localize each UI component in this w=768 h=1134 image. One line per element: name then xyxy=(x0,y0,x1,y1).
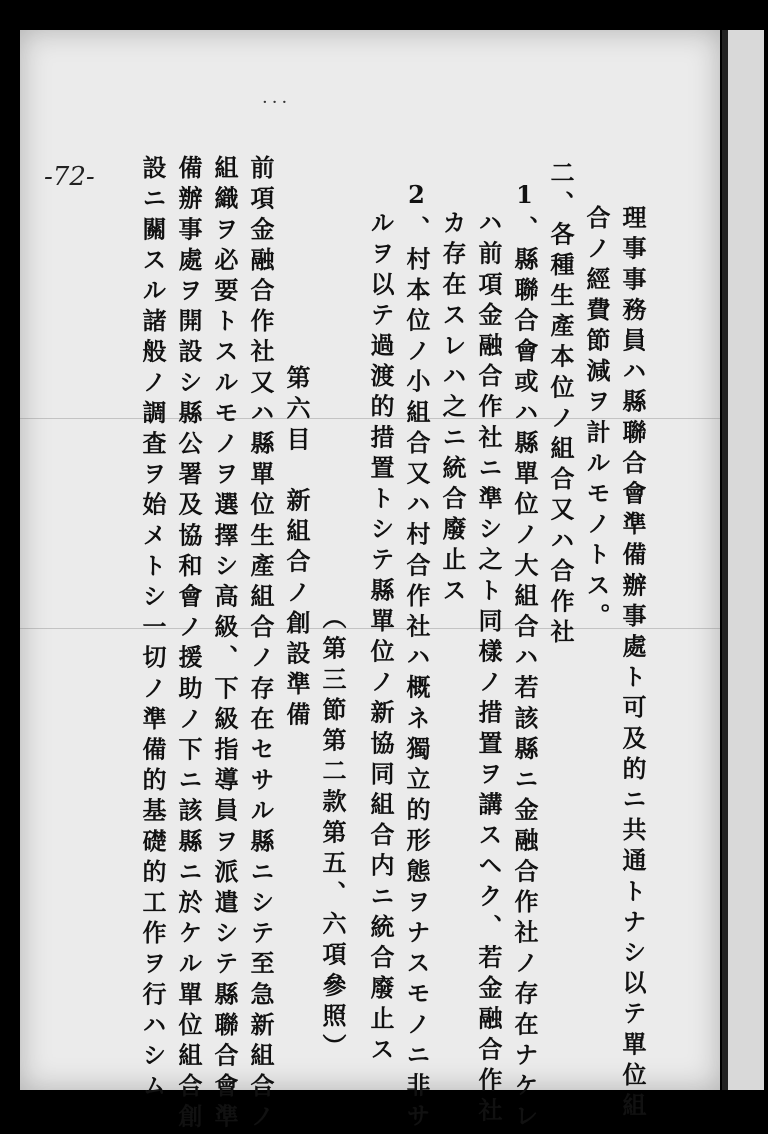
ink-specks: ··· xyxy=(262,92,292,113)
text-column-14: 設ニ關スル諸般ノ調査ヲ始メトシ一切ノ準備的基礎的工作ヲ行ハシム xyxy=(138,155,167,1104)
text-column-4: 1、縣聯合會或ハ縣單位ノ大組合ハ若該縣ニ金融合作社ノ存在ナケレ xyxy=(510,180,539,1134)
subsection-heading: 第六目 新組合ノ創設準備 xyxy=(282,365,311,733)
facing-page-edge xyxy=(722,30,764,1090)
text-column-13: 備辦事處ヲ開設シ縣公署及協和會ノ援助ノ下ニ該縣ニ於ケル單位組合創 xyxy=(174,155,203,1134)
reference-note: （第三節第二款第五、六項參照） xyxy=(318,605,347,1064)
text-column-8: ルヲ以テ過渡的措置トシテ縣單位ノ新協同組合内ニ統合廢止ス xyxy=(366,210,395,1067)
text-column-11: 前項金融合作社又ハ縣單位生產組合ノ存在セサル縣ニシテ至急新組合ノ xyxy=(246,155,275,1134)
text-column-12: 組織ヲ必要トスルモノヲ選擇シ高級、下級指導員ヲ派遣シテ縣聯合會準 xyxy=(210,155,239,1134)
text-column-1: 理事事務員ハ縣聯合會準備辦事處ト可及的ニ共通トナシ以テ單位組 xyxy=(618,205,647,1123)
text-column-2: 合ノ經費節減ヲ計ルモノトス。 xyxy=(582,205,611,634)
text-column-7: 2、村本位ノ小組合又ハ村合作社ハ概ネ獨立的形態ヲナスモノニ非サ xyxy=(402,180,431,1134)
page-number: -72- xyxy=(44,162,95,192)
text-column-5: ハ前項金融合作社ニ準シ之ト同樣ノ措置ヲ講スヘク、若金融合作社 xyxy=(474,210,503,1128)
section-heading-2: 二、各種生產本位ノ組合又ハ合作社 xyxy=(546,160,575,650)
text-column-6: カ存在スレハ之ニ統合廢止ス xyxy=(438,210,467,608)
